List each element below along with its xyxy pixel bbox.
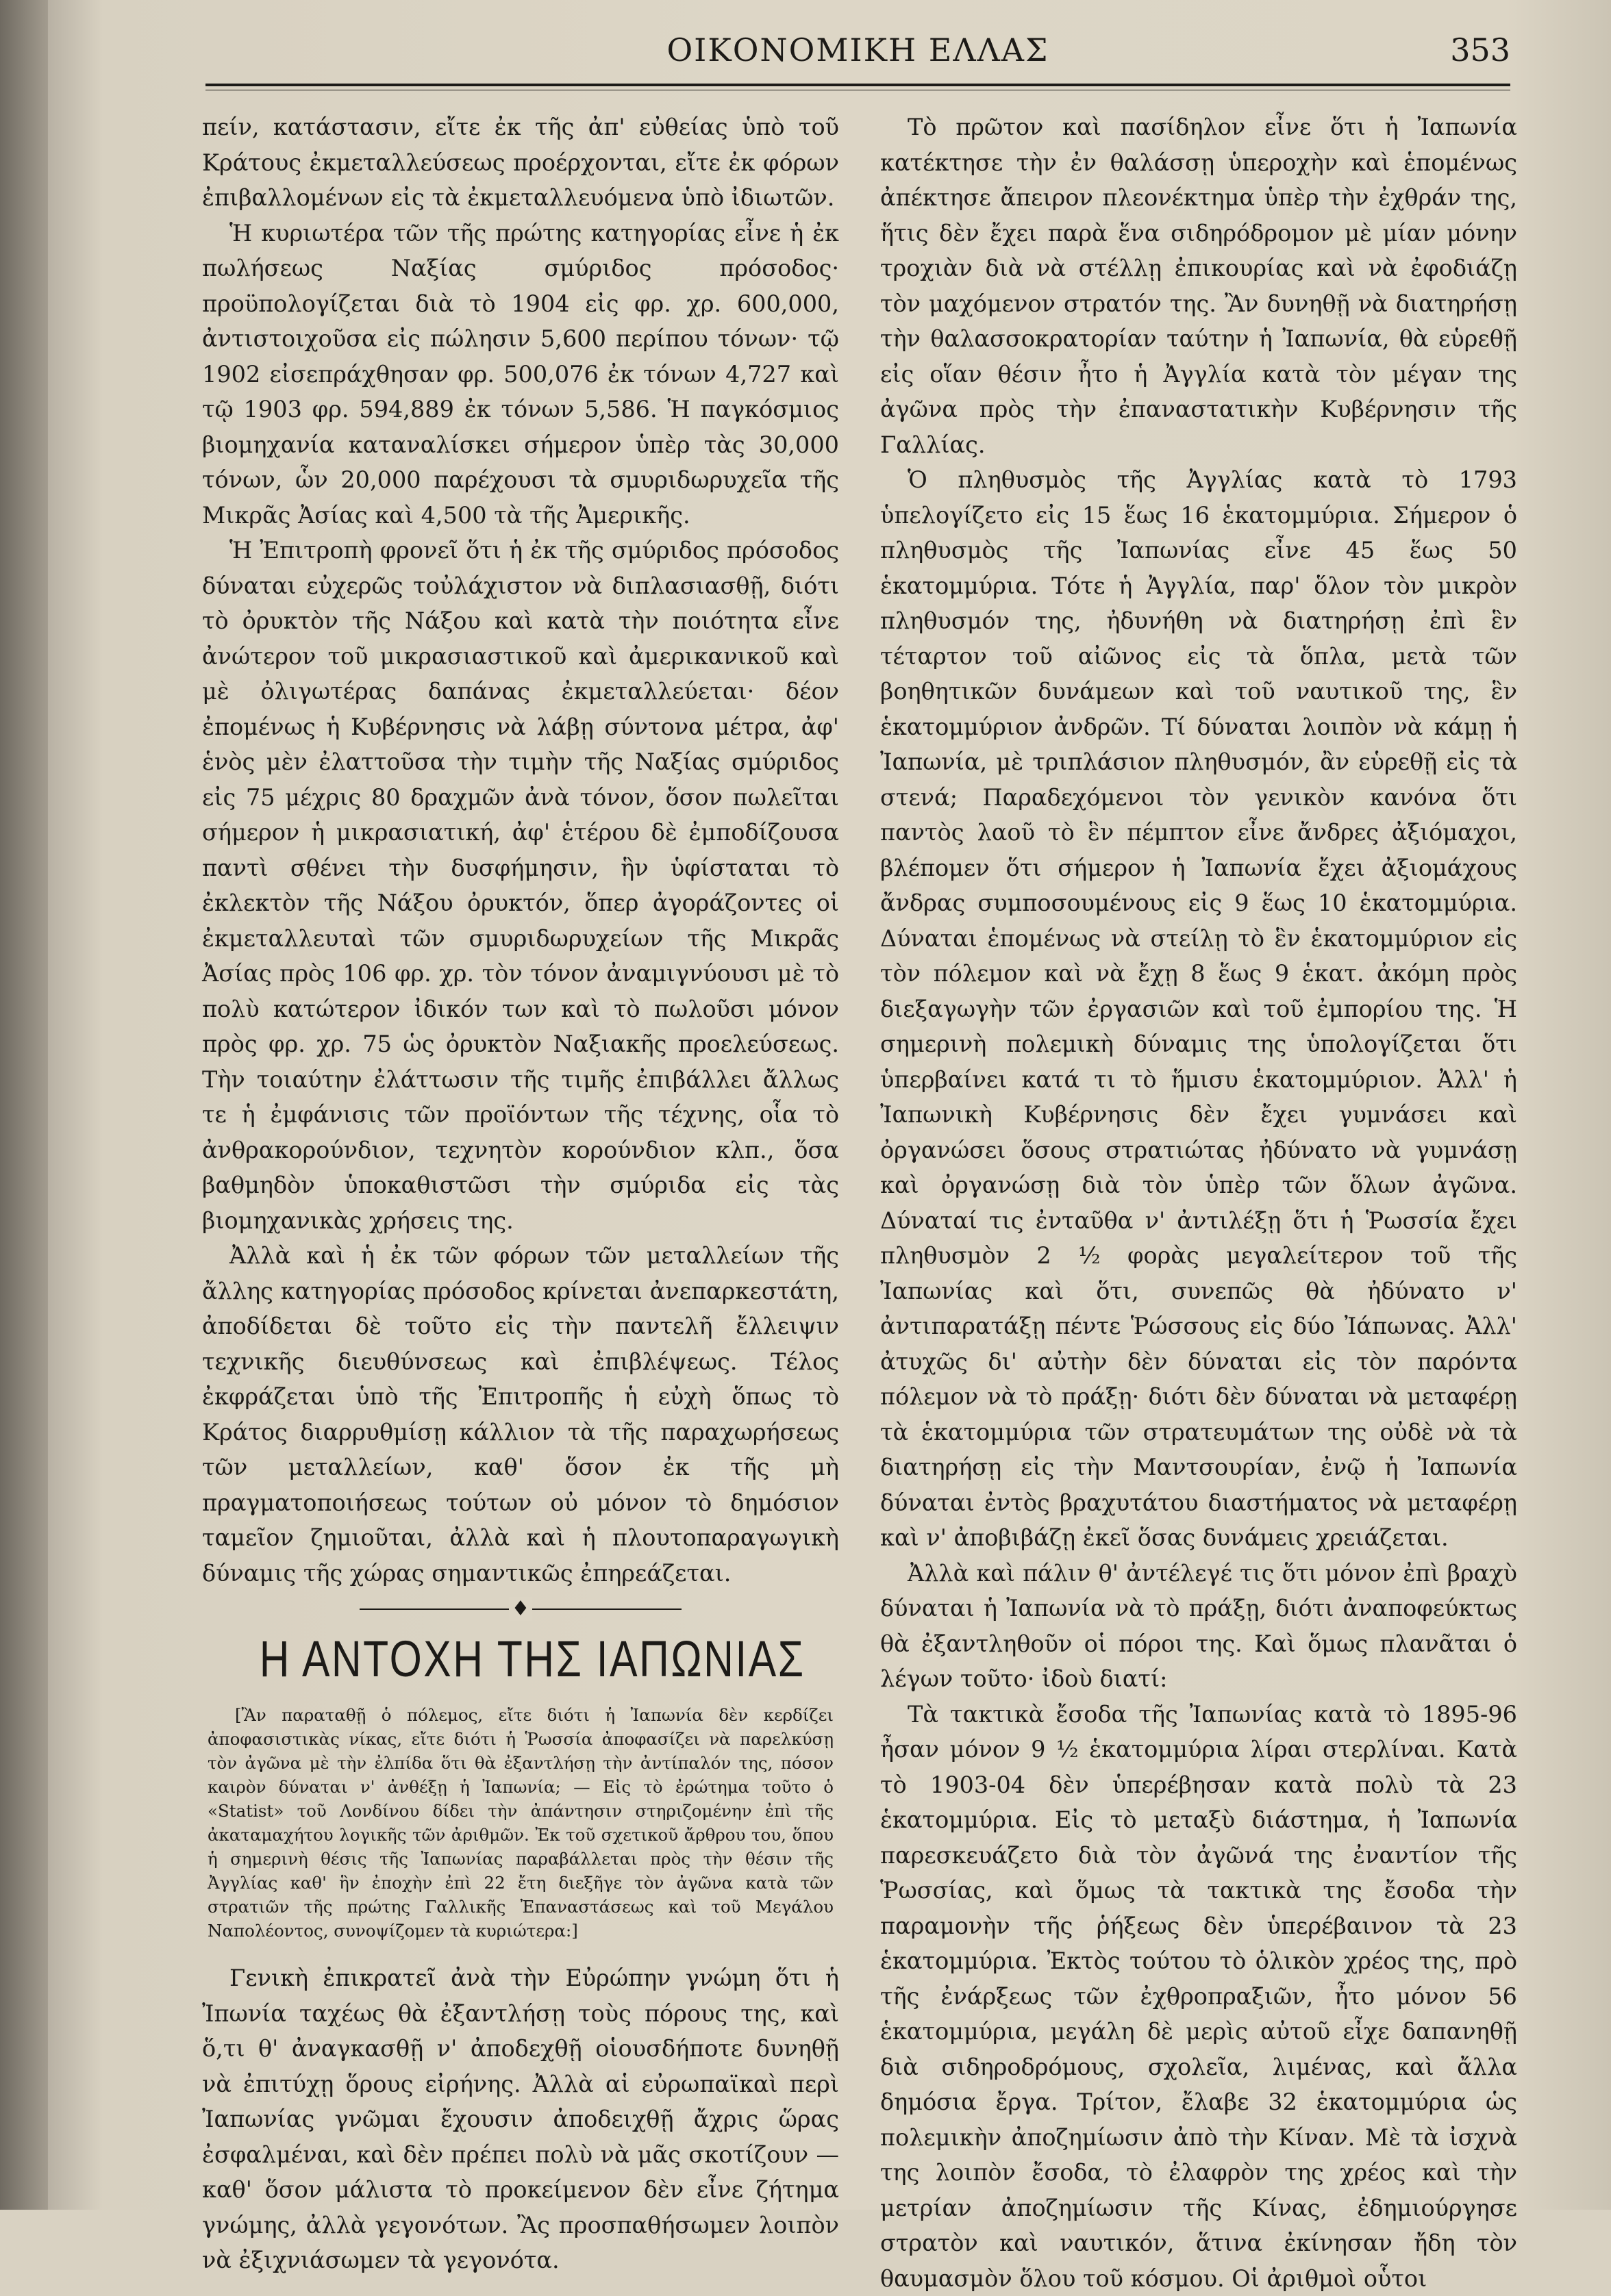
right-paragraph-1: Τὸ πρῶτον καὶ πασίδηλον εἶνε ὅτι ἡ Ἰαπωνία κατέκτησε τὴν ἐν θαλάσσῃ ὑπεροχὴν καὶ ἑπομένως ἀπέκτησε ἄπειρον πλεονέκτημα ὑπὲρ τὴν ἐχθράν της, ἥτις δὲν ἔχει παρὰ ἕνα σιδηρόδρομον μὲ μίαν μόνην τροχιὰν διὰ νὰ στέλλῃ ἐπικουρίας καὶ νὰ ἐφοδιάζῃ τὸν μαχόμενον στρατόν της. Ἂν δυνηθῇ νὰ διατηρήσῃ τὴν θαλασσοκρατορίαν ταύτην ἡ Ἰαπωνία, θὰ εὑρεθῇ εἰς οἵαν θέσιν ἦτο ἡ Ἀγγλία κατὰ τὸν μέγαν της ἀγῶνα πρὸς τὴν ἐπαναστατικὴν Κυβέρνησιν τῆς Γαλλίας.: [880, 110, 1517, 462]
left-column: [202, 110, 839, 2178]
article-separator: [202, 1599, 839, 1619]
right-paragraph-3: Ἀλλὰ καὶ πάλιν θ' ἀντέλεγέ τις ὅτι μόνον ἐπὶ βραχὺ δύναται ἡ Ἰαπωνία νὰ τὸ πράξῃ, διότι ἀναποφεύκτως θὰ ἐξαντληθοῦν οἱ πόροι της. Καὶ ὅμως πλανᾶται ὁ λέγων τοῦτο· ἰδοὺ διατί:: [880, 1556, 1517, 1697]
header-rule: [205, 84, 1510, 86]
left-paragraph-3: Ἡ Ἐπιτροπὴ φρονεῖ ὅτι ἡ ἐκ τῆς σμύριδος πρόσοδος δύναται εὐχερῶς τοὐλάχιστον νὰ διπλασιασθῇ, διότι τὸ ὀρυκτὸν τῆς Νάξου καὶ κατὰ τὴν ποιότητα εἶνε ἀνώτερον τοῦ μικρασιαστικοῦ καὶ ἀμερικανικοῦ καὶ μὲ ὀλιγωτέρας δαπάνας ἐκμεταλλεύεται· δέον ἐπομένως ἡ Κυβέρνησις νὰ λάβῃ σύντονα μέτρα, ἀφ' ἑνὸς μὲν ἐλαττοῦσα τὴν τιμὴν τῆς Ναξίας σμύριδος εἰς 75 μέχρις 80 δραχμῶν ἀνὰ τόνον, ὅσον πωλεῖται σήμερον ἡ μικρασιατική, ἀφ' ἑτέρου δὲ ἐμποδίζουσα παντὶ σθένει τὴν δυσφήμησιν, ἣν ὑφίσταται τὸ ἐκλεκτὸν τῆς Νάξου ὀρυκτόν, ὅπερ ἀγοράζοντες οἱ ἐκμεταλλευταὶ τῶν σμυριδωρυχείων τῆς Μικρᾶς Ἀσίας πρὸς 106 φρ. χρ. τὸν τόνον ἀναμιγνύουσι μὲ τὸ πολὺ κατώτερον ἰδικόν των καὶ τὸ πωλοῦσι μόνον πρὸς φρ. χρ. 75 ὡς ὀρυκτὸν Ναξιακῆς προελεύσεως. Τὴν τοιαύτην ἐλάττωσιν τῆς τιμῆς ἐπιβάλλει ἄλλως τε ἡ ἐμφάνισις τῶν προϊόντων τῆς τέχνης, οἷα τὸ ἀνθρακορούνδιον, τεχνητὸν κορούνδιον κλπ., ὅσα βαθμηδὸν ὑποκαθιστῶσι τὴν σμύριδα εἰς τὰς βιομηχανικὰς χρήσεις της.: [202, 533, 839, 1238]
page-header: [205, 29, 1510, 77]
article-epigraph: [Ἂν παραταθῇ ὁ πόλεμος, εἴτε διότι ἡ Ἰαπωνία δὲν κερδίζει ἀποφασιστικὰς νίκας, εἴτε διότι ἡ Ῥωσσία ἀποφασίζει νὰ παρελκύσῃ τὸν ἀγῶνα μὲ τὴν ἐλπίδα ὅτι θὰ ἐξαντλήσῃ τὴν ἀντίπαλόν της, πόσον καιρὸν δύναται ν' ἀνθέξῃ ἡ Ἰαπωνία; — Εἰς τὸ ἐρώτημα τοῦτο ὁ «Statist» τοῦ Λονδίνου δίδει τὴν ἀπάντησιν στηριζομένην ἐπὶ τῆς ἀκαταμαχήτου λογικῆς τῶν ἀριθμῶν. Ἐκ τοῦ σχετικοῦ ἄρθρου του, ὅπου ἡ σημερινὴ θέσις τῆς Ἰαπωνίας παραβάλλεται πρὸς τὴν θέσιν τῆς Ἀγγλίας καθ' ἣν ἐποχὴν ἐπὶ 22 ἔτη διεξῆγε τὸν ἀγῶνα κατὰ τῶν στρατιῶν τῆς πρώτης Γαλλικῆς Ἐπαναστάσεως καὶ τοῦ Μεγάλου Ναπολέοντος, συνοψίζομεν τὰ κυριώτερα:]: [208, 1703, 834, 1943]
separator-ornament: ♦: [509, 1597, 533, 1621]
page-number: 353: [1450, 31, 1510, 68]
left-paragraph-4: Ἀλλὰ καὶ ἡ ἐκ τῶν φόρων τῶν μεταλλείων τῆς ἄλλης κατηγορίας πρόσοδος κρίνεται ἀνεπαρκεστάτη, ἀποδίδεται δὲ τοῦτο εἰς τὴν παντελῆ ἔλλειψιν τεχνικῆς διευθύνσεως καὶ ἐπιβλέψεως. Τέλος ἐκφράζεται ὑπὸ τῆς Ἐπιτροπῆς ἡ εὐχὴ ὅπως τὸ Κράτος διαρρυθμίσῃ κάλλιον τὰ τῆς παραχωρήσεως τῶν μεταλλείων, καθ' ὅσον ἐκ τῆς μὴ πραγματοποιήσεως τούτων οὐ μόνον τὸ δημόσιον ταμεῖον ζημιοῦται, ἀλλὰ καὶ ἡ πλουτοπαραγωγικὴ δύναμις τῆς χώρας σημαντικῶς ἐπηρεάζεται.: [202, 1238, 839, 1591]
right-column: [880, 110, 1517, 2178]
article-title: Η ΑΝΤΟΧΗ ΤΗΣ ΙΑΠΩΝΙΑΣ: [260, 1625, 782, 1693]
running-title: ΟΙΚΟΝΟΜΙΚΗ ΕΛΛΑΣ: [205, 31, 1510, 68]
right-paragraph-2: Ὁ πληθυσμὸς τῆς Ἀγγλίας κατὰ τὸ 1793 ὑπελογίζετο εἰς 15 ἕως 16 ἑκατομμύρια. Σήμερον ὁ πληθυσμὸς τῆς Ἰαπωνίας εἶνε 45 ἕως 50 ἑκατομμύρια. Τότε ἡ Ἀγγλία, παρ' ὅλον τὸν μικρὸν πληθυσμόν της, ἠδυνήθη νὰ διατηρήσῃ ἐπὶ ἓν τέταρτον τοῦ αἰῶνος εἰς τὰ ὅπλα, μετὰ τῶν βοηθητικῶν δυνάμεων καὶ τοῦ ναυτικοῦ της, ἓν ἑκατομμύριον ἀνδρῶν. Τί δύναται λοιπὸν νὰ κάμῃ ἡ Ἰαπωνία, μὲ τριπλάσιον πληθυσμόν, ἂν εὑρεθῇ εἰς τὰ στενά; Παραδεχόμενοι τὸν γενικὸν κανόνα ὅτι παντὸς λαοῦ τὸ ἓν πέμπτον εἶνε ἄνδρες ἀξιόμαχοι, βλέπομεν ὅτι σήμερον ἡ Ἰαπωνία ἔχει ἀξιομάχους ἄνδρας συμποσουμένους εἰς 9 ἕως 10 ἑκατομμύρια. Δύναται ἑπομένως νὰ στείλῃ τὸ ἓν ἑκατομμύριον εἰς τὸν πόλεμον καὶ νὰ ἔχῃ 8 ἕως 9 ἑκατ. ἀκόμη πρὸς διεξαγωγὴν τῶν ἐργασιῶν καὶ τοῦ ἐμπορίου της. Ἡ σημερινὴ πολεμικὴ δύναμις της ὑπολογίζεται ὅτι ὑπερβαίνει κατά τι τὸ ἥμισυ ἑκατομμύριον. Ἀλλ' ἡ Ἰαπωνικὴ Κυβέρνησις δὲν ἔχει γυμνάσει καὶ ὀργανώσει ὅσους στρατιώτας ἠδύνατο νὰ γυμνάσῃ καὶ ὀργανώσῃ διὰ τὸν ὑπὲρ τῶν ὅλων ἀγῶνα. Δύναταί τις ἐνταῦθα ν' ἀντιλέξῃ ὅτι ἡ Ῥωσσία ἔχει πληθυσμὸν 2 ½ φορὰς μεγαλείτερον τοῦ τῆς Ἰαπωνίας καὶ ὅτι, συνεπῶς θὰ ἠδύνατο ν' ἀντιπαρατάξῃ πέντε Ῥώσσους εἰς δύο Ἰάπωνας. Ἀλλ' ἀτυχῶς δι' αὐτὴν δὲν δύναται εἰς τὸν παρόντα πόλεμον νὰ τὸ πράξῃ· διότι δὲν δύναται νὰ μεταφέρῃ τὰ ἑκατομμύρια τῶν στρατευμάτων της οὐδὲ νὰ τὰ διατηρήσῃ εἰς τὴν Μαντσουρίαν, ἐνῷ ἡ Ἰαπωνία δύναται ἐντὸς βραχυτάτου διαστήματος νὰ μεταφέρῃ καὶ ν' ἀποβιβάζῃ ἐκεῖ ὅσας δυνάμεις χρειάζεται.: [880, 462, 1517, 1556]
left-paragraph-5: Γενικὴ ἐπικρατεῖ ἀνὰ τὴν Εὐρώπην γνώμη ὅτι ἡ Ἰπωνία ταχέως θὰ ἐξαντλήσῃ τοὺς πόρους της, καὶ ὅ,τι θ' ἀναγκασθῇ ν' ἀποδεχθῇ οἱουσδήποτε δυνηθῇ νὰ ἐπιτύχῃ ὅρους εἰρήνης. Ἀλλὰ αἱ εὐρωπαϊκαὶ περὶ Ἰαπωνίας γνῶμαι ἔχουσιν ἀποδειχθῇ ἄχρις ὥρας ἐσφαλμέναι, καὶ δὲν πρέπει πολὺ νὰ μᾶς σκοτίζουν — καθ' ὅσον μάλιστα τὸ προκείμενον δὲν εἶνε ζήτημα γνώμης, ἀλλὰ γεγονότων. Ἂς προσπαθήσωμεν λοιπὸν νὰ ἐξιχνιάσωμεν τὰ γεγονότα.: [202, 1960, 839, 2278]
right-paragraph-4: Τὰ τακτικὰ ἔσοδα τῆς Ἰαπωνίας κατὰ τὸ 1895-96 ἦσαν μόνον 9 ½ ἑκατομμύρια λίραι στερλίναι. Κατὰ τὸ 1903-04 δὲν ὑπερέβησαν κατὰ πολὺ τὰ 23 ἑκατομμύρια. Εἰς τὸ μεταξὺ διάστημα, ἡ Ἰαπωνία παρεσκευάζετο διὰ τὸν ἀγῶνά της ἐναντίον τῆς Ῥωσσίας, καὶ ὅμως τὰ τακτικὰ της ἔσοδα τὴν παραμονὴν τῆς ῥήξεως δὲν ὑπερέβαινον τὰ 23 ἑκατομμύρια. Ἐκτὸς τούτου τὸ ὁλικὸν χρέος της, πρὸ τῆς ἐνάρξεως τῶν ἐχθροπραξιῶν, ἦτο μόνον 56 ἑκατομμύρια, μεγάλη δὲ μερὶς αὐτοῦ εἶχε δαπανηθῇ διὰ σιδηροδρόμους, σχολεῖα, λιμένας, καὶ ἄλλα δημόσια ἔργα. Τρίτον, ἔλαβε 32 ἑκατομμύρια ὡς πολεμικὴν ἀποζημίωσιν ἀπὸ τὴν Κίναν. Μὲ τὰ ἰσχνὰ της λοιπὸν ἔσοδα, τὸ ἐλαφρὸν της χρέος καὶ τὴν μετρίαν ἀποζημίωσιν τῆς Κίνας, ἐδημιούργησε στρατὸν καὶ ναυτικόν, ἅτινα ἐκίνησαν ἤδη τὸν θαυμασμὸν ὅλου τοῦ κόσμου. Οἱ ἀριθμοὶ οὗτοι: [880, 1697, 1517, 2296]
book-gutter: [0, 0, 48, 2210]
left-paragraph-2: Ἡ κυριωτέρα τῶν τῆς πρώτης κατηγορίας εἶνε ἡ ἐκ πωλήσεως Ναξίας σμύριδος πρόσοδος· προϋπολογίζεται διὰ τὸ 1904 εἰς φρ. χρ. 600,000, ἀντιστοιχοῦσα εἰς πώλησιν 5,600 περίπου τόνων· τῷ 1902 εἰσεπράχθησαν φρ. 500,076 ἐκ τόνων 4,727 καὶ τῷ 1903 φρ. 594,889 ἐκ τόνων 5,586. Ἡ παγκόσμιος βιομηχανία καταναλίσκει σήμερον ὑπὲρ τὰς 30,000 τόνων, ὧν 20,000 παρέχουσι τὰ σμυριδωρυχεῖα τῆς Μικρᾶς Ἀσίας καὶ 4,500 τὰ τῆς Ἀμερικῆς.: [202, 216, 839, 533]
left-paragraph-1: πείν, κατάστασιν, εἴτε ἐκ τῆς ἀπ' εὐθείας ὑπὸ τοῦ Κράτους ἐκμεταλλεύσεως προέρχονται, εἴτε ἐκ φόρων ἐπιβαλλομένων εἰς τὰ ἐκμεταλλευόμενα ὑπὸ ἰδιωτῶν.: [202, 110, 839, 216]
